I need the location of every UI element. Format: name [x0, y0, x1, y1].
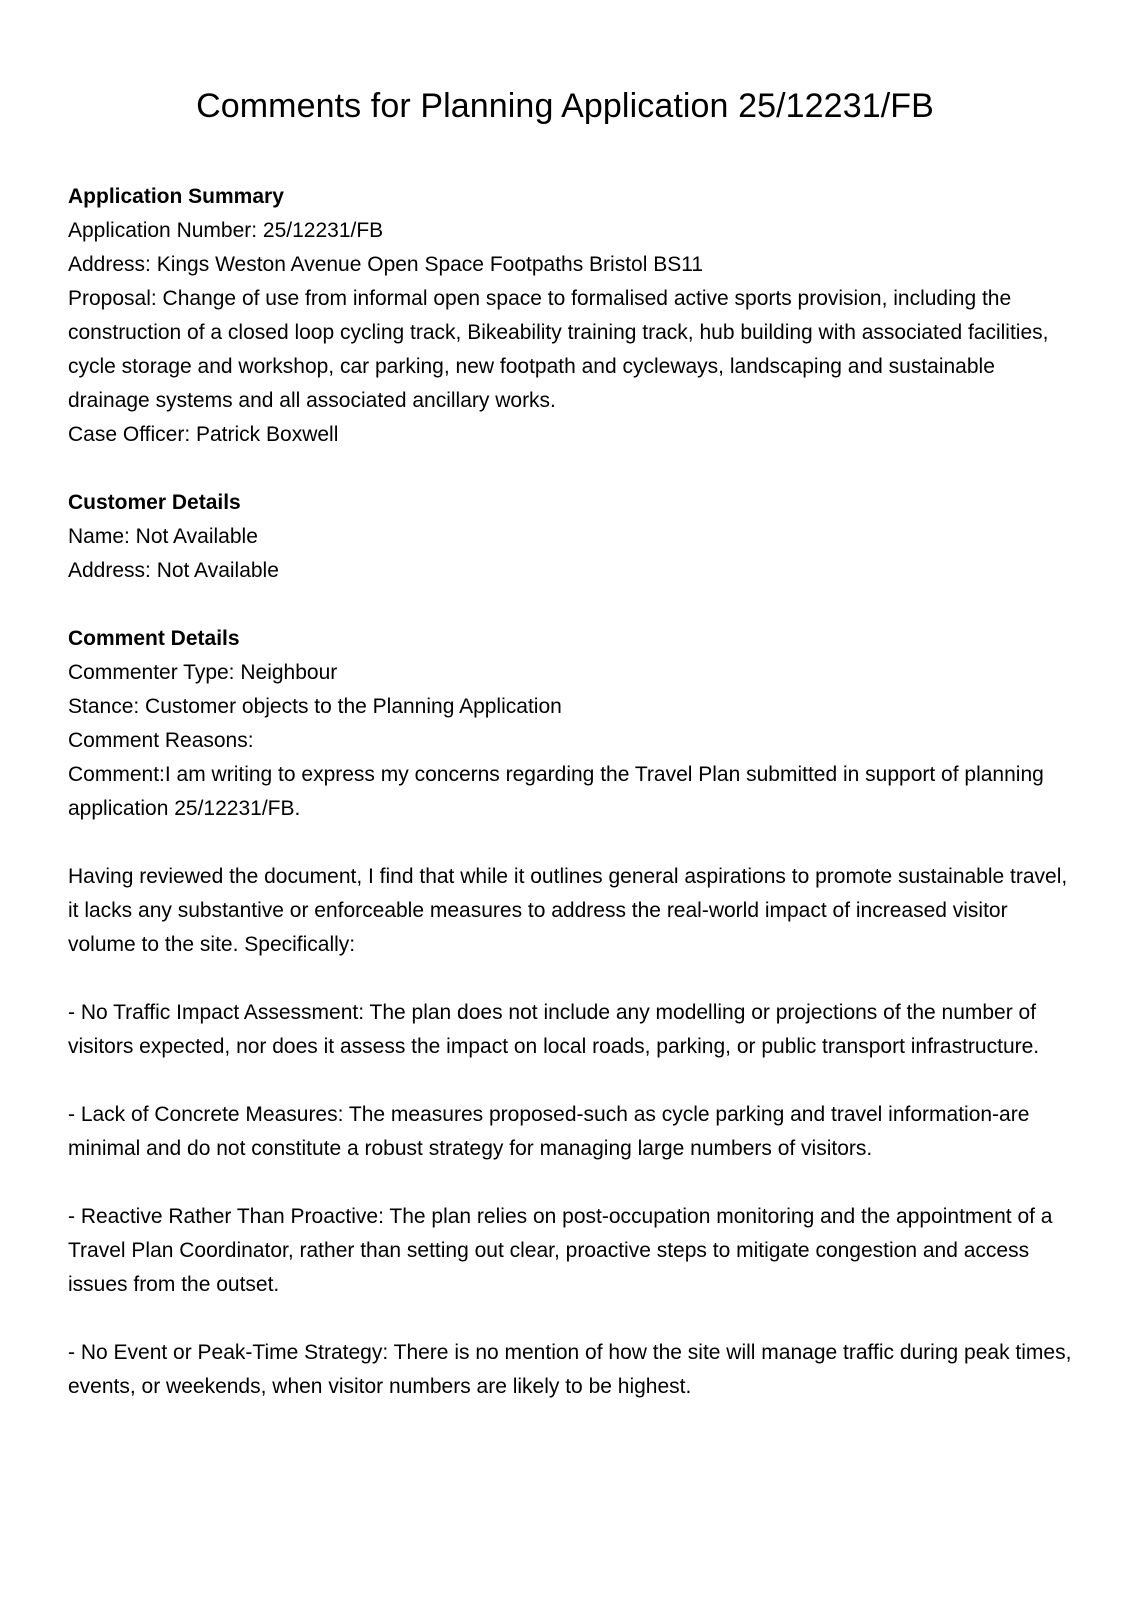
- application-summary-heading: Application Summary: [68, 185, 284, 208]
- comment-point-peak-time: - No Event or Peak-Time Strategy: There is no mention of how the site will manage traffic during peak times, events, or weekends, when visitor numbers are likely to be highest.: [68, 1341, 1072, 1398]
- application-summary-section: [68, 180, 1078, 452]
- application-number: Application Number: 25/12231/FB: [68, 219, 384, 242]
- comment-point-concrete-measures: - Lack of Concrete Measures: The measures proposed-such as cycle parking and travel information-are minimal and do not constitute a robust strategy for managing large numbers of visitors.: [68, 1103, 1030, 1160]
- comment-opening: Comment:I am writing to express my concerns regarding the Travel Plan submitted in support of planning application 25/12231/FB.: [68, 763, 1044, 820]
- comment-point-reactive: - Reactive Rather Than Proactive: The plan relies on post-occupation monitoring and the appointment of a Travel Plan Coordinator, rather than setting out clear, proactive steps to mitigate congestion and access issues from the outset.: [68, 1205, 1053, 1296]
- case-officer: Case Officer: Patrick Boxwell: [68, 423, 339, 446]
- application-address: Address: Kings Weston Avenue Open Space Footpaths Bristol BS11: [68, 253, 704, 276]
- comment-details-section: [68, 622, 1078, 826]
- customer-name: Name: Not Available: [68, 525, 258, 548]
- customer-details-section: [68, 486, 1078, 588]
- comment-reasons: Comment Reasons:: [68, 729, 254, 752]
- commenter-type: Commenter Type: Neighbour: [68, 661, 338, 684]
- customer-details-heading: Customer Details: [68, 491, 241, 514]
- document-body: [68, 180, 1078, 1438]
- comment-details-heading: Comment Details: [68, 627, 240, 650]
- comment-stance: Stance: Customer objects to the Planning Application: [68, 695, 562, 718]
- comment-point-traffic-impact: - No Traffic Impact Assessment: The plan does not include any modelling or projections of the number of visitors expected, nor does it assess the impact on local roads, parking, or public transport infrastructure.: [68, 1001, 1040, 1058]
- page-title: Comments for Planning Application 25/12231/FB: [196, 87, 934, 125]
- customer-address: Address: Not Available: [68, 559, 279, 582]
- application-proposal: Proposal: Change of use from informal open space to formalised active sports provision, including the construction of a closed loop cycling track, Bikeability training track, hub building with associated facilities, cycle storage and workshop, car parking, new footpath and cycleways, landscaping and sustainable drainage systems and all associated ancillary works.: [68, 287, 1049, 412]
- comment-intro-paragraph: Having reviewed the document, I find that while it outlines general aspirations to promote sustainable travel, it lacks any substantive or enforceable measures to address the real-world impact of increased visitor volume to the site. Specifically:: [68, 865, 1068, 956]
